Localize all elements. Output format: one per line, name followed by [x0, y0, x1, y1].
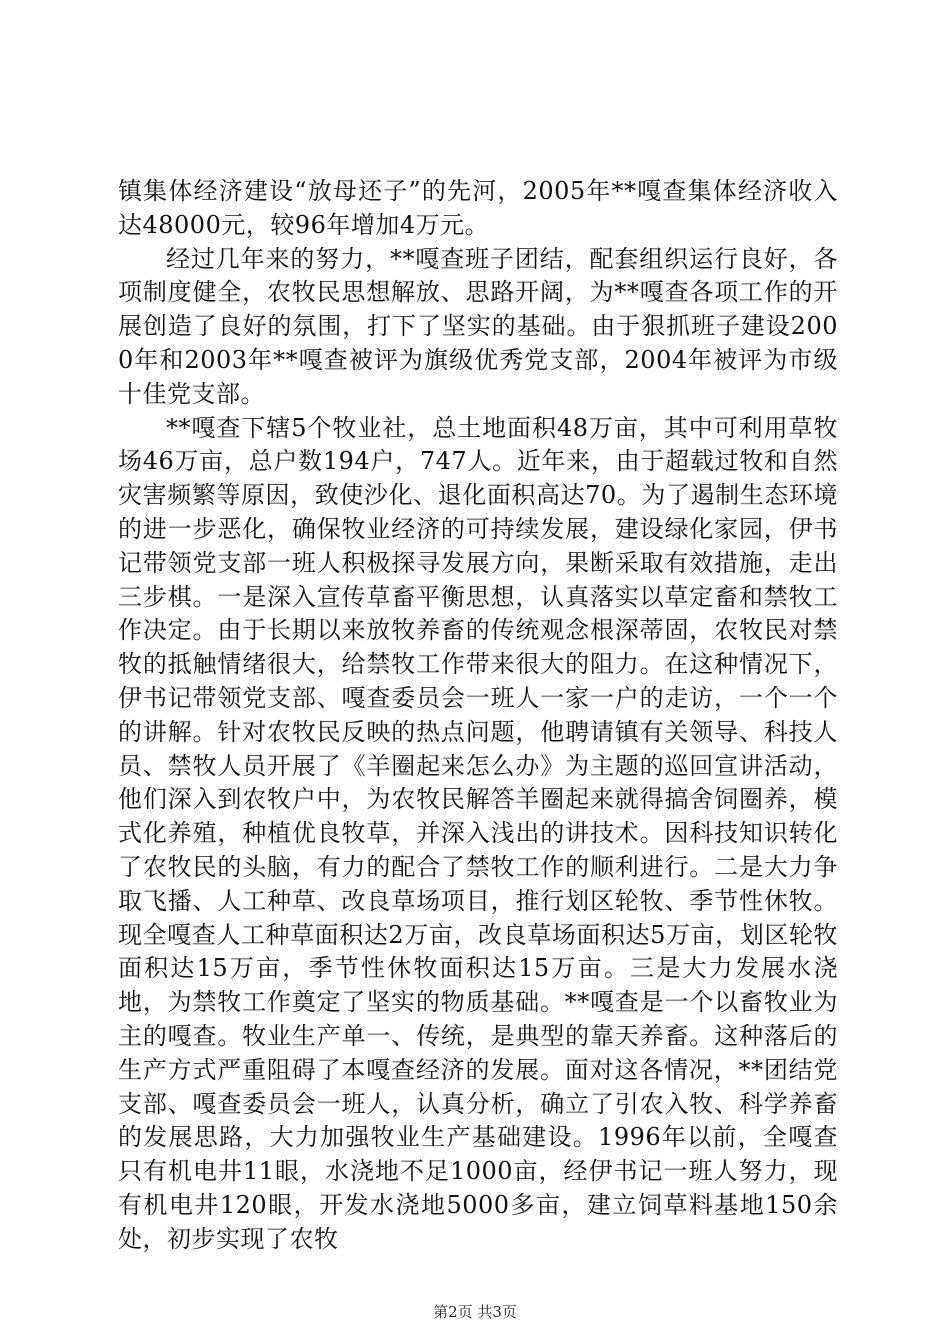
paragraph-2: 经过几年来的努力，**嘎查班子团结，配套组织运行良好，各项制度健全，农牧民思想解放、思路开阔，为**嘎查各项工作的开展创造了良好的氛围，打下了坚实的基础。由于狠抓班子建设2000年和2003年**嘎查被评为旗级优秀党支部，2004年被评为市级十佳党支部。: [118, 244, 838, 408]
document-body: [118, 175, 838, 1257]
page-footer: 第2页 共3页: [433, 1303, 517, 1321]
paragraph-1: 镇集体经济建设“放母还子”的先河，2005年**嘎查集体经济收入达48000元，较96年增加4万元。: [118, 177, 838, 239]
paragraph-3: **嘎查下辖5个牧业社，总土地面积48万亩，其中可利用草牧场46万亩，总户数194户，747人。近年来，由于超载过牧和自然灾害频繁等原因，致使沙化、退化面积高达70。为了遏制生态环境的进一步恶化，确保牧业经济的可持续发展，建设绿化家园，伊书记带领党支部一班人积极探寻发展方向，果断采取有效措施，走出三步棋。一是深入宣传草畜平衡思想，认真落实以草定畜和禁牧工作决定。由于长期以来放牧养畜的传统观念根深蒂固，农牧民对禁牧的抵触情绪很大，给禁牧工作带来很大的阻力。在这种情况下，伊书记带领党支部、嘎查委员会一班人一家一户的走访，一个一个的讲解。针对农牧民反映的热点问题，他聘请镇有关领导、科技人员、禁牧人员开展了《羊圈起来怎么办》为主题的巡回宣讲活动，他们深入到农牧户中，为农牧民解答羊圈起来就得搞舍饲圈养，模式化养殖，种植优良牧草，并深入浅出的讲技术。因科技知识转化了农牧民的头脑，有力的配合了禁牧工作的顺利进行。二是大力争取飞播、人工种草、改良草场项目，推行划区轮牧、季节性休牧。现全嘎查人工种草面积达2万亩，改良草场面积达5万亩，划区轮牧面积达15万亩，季节性休牧面积达15万亩。三是大力发展水浇地，为禁牧工作奠定了坚实的物质基础。**嘎查是一个以畜牧业为主的嘎查。牧业生产单一、传统，是典型的靠天养畜。这种落后的生产方式严重阻碍了本嘎查经济的发展。面对这各情况，**团结党支部、嘎查委员会一班人，认真分析，确立了引农入牧、科学养畜的发展思路，大力加强牧业生产基础建设。1996年以前，全嘎查只有机电井11眼，水浇地不足1000亩，经伊书记一班人努力，现有机电井120眼，开发水浇地5000多亩，建立饲草料基地150余处，初步实现了农牧: [118, 413, 838, 1253]
